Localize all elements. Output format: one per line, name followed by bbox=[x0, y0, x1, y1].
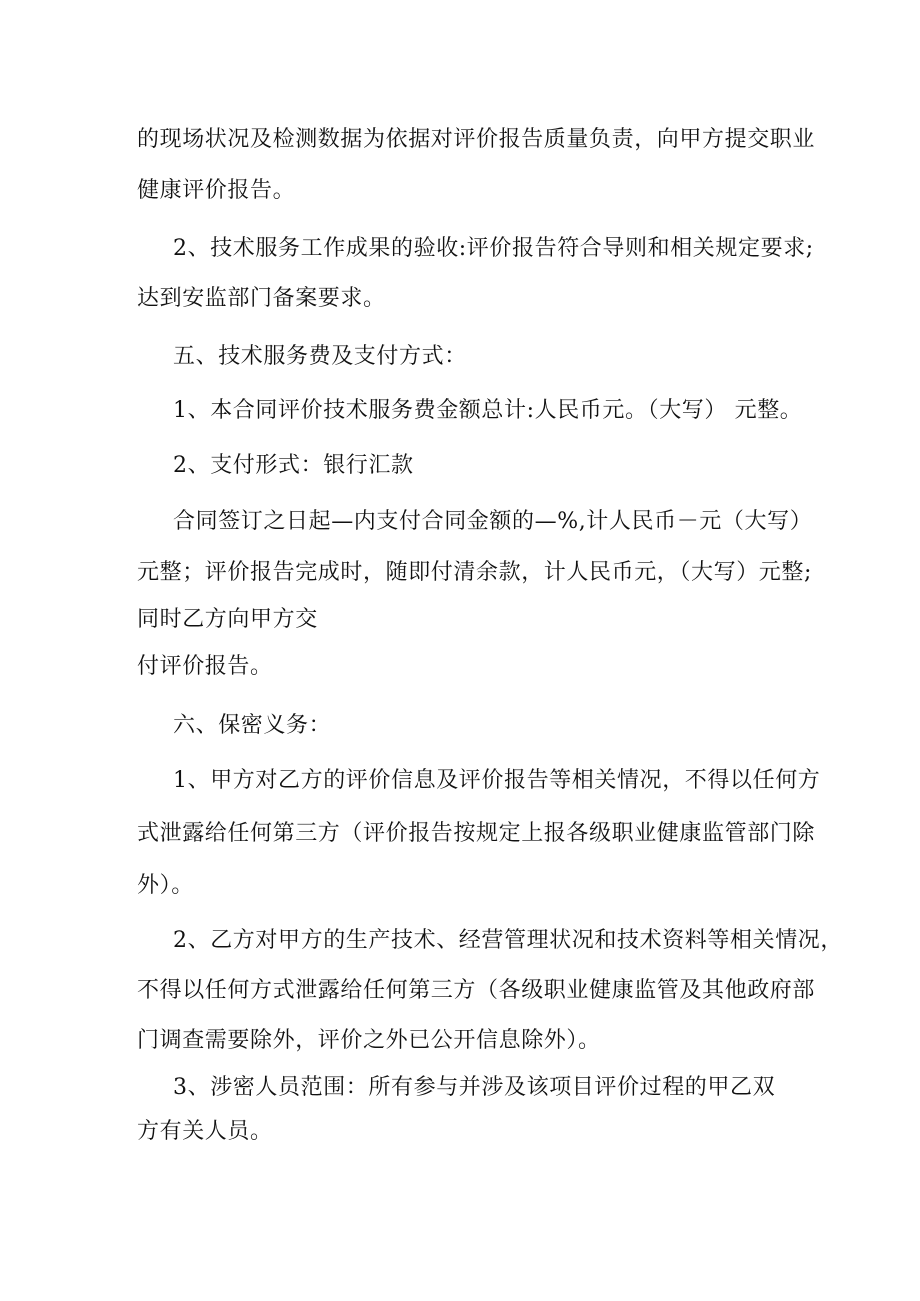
text-line: 同时乙方向甲方交 bbox=[137, 607, 318, 632]
section-heading: 六、保密义务： bbox=[173, 713, 332, 738]
text-line: 式泄露给任何第三方（评价报告按规定上报各级职业健康监管部门除 bbox=[137, 821, 816, 846]
text-line: 2、技术服务工作成果的验收:评价报告符合导则和相关规定要求; bbox=[173, 236, 814, 261]
text-line: 合同签订之日起—内支付合同金额的—%,计人民币－元（大写） bbox=[173, 509, 813, 534]
text-line: 门调查需要除外，评价之外已公开信息除外）。 bbox=[137, 1028, 601, 1053]
text-line: 不得以任何方式泄露给任何第三方（各级职业健康监管及其他政府部 bbox=[137, 978, 816, 1003]
text-line: 付评价报告。 bbox=[137, 654, 273, 679]
text-line: 1、甲方对乙方的评价信息及评价报告等相关情况，不得以任何方 bbox=[173, 768, 821, 793]
text-line: 1、本合同评价技术服务费金额总计:人民币元。（大写） 元整。 bbox=[173, 398, 803, 423]
text-line: 2、支付形式：银行汇款 bbox=[173, 453, 414, 478]
text-line: 方有关人员。 bbox=[137, 1119, 273, 1144]
text-line: 的现场状况及检测数据为依据对评价报告质量负责，向甲方提交职业 bbox=[137, 127, 816, 152]
text-line: 健康评价报告。 bbox=[137, 178, 296, 203]
text-line: 元整；评价报告完成时，随即付清余款，计人民币元，（大写）元整; bbox=[137, 560, 813, 585]
text-line: 2、乙方对甲方的生产技术、经营管理状况和技术资料等相关情况， bbox=[173, 928, 843, 953]
section-heading: 五、技术服务费及支付方式： bbox=[173, 344, 467, 369]
text-line: 3、涉密人员范围：所有参与并涉及该项目评价过程的甲乙双 bbox=[173, 1075, 776, 1100]
text-line: 外）。 bbox=[137, 873, 194, 898]
text-line: 达到安监部门备案要求。 bbox=[137, 286, 386, 311]
